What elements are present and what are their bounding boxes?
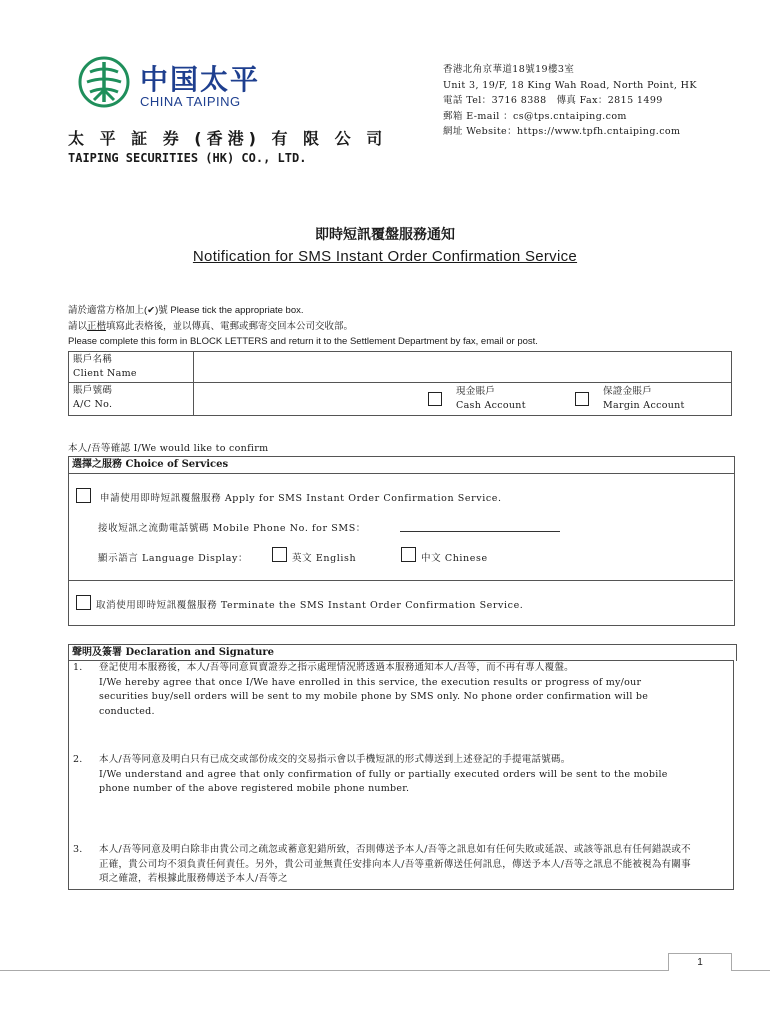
address-line: Unit 3, 19/F, 18 King Wah Road, North Point, HK [443, 79, 697, 91]
instruction-tick: 請於適當方格加上(✔)號 Please tick the appropriate box. [68, 305, 304, 316]
logo-english-name: CHINA TAIPING [140, 94, 241, 109]
apply-service-checkbox[interactable] [76, 488, 91, 503]
cash-account-option[interactable]: 現金賬戶 Cash Account [456, 385, 526, 413]
margin-account-checkbox[interactable] [575, 392, 589, 406]
account-number-field[interactable] [194, 383, 732, 416]
english-checkbox[interactable] [272, 547, 287, 562]
logo-chinese-name: 中国太平 [140, 63, 261, 96]
declaration-item: 1. 登記使用本服務後，本人/吾等同意買賣證券之指示處理情況將透過本服務通知本人/吾等，而不再有專人覆盤。 I/We hereby agree that once I/We have enrolled in this service, the execution results or progress of my/our securities buy/sell orders will be sent to my mobile phone by SMS only. No phone order confirmation will be conducted. [73, 662, 649, 717]
company-name-chinese: 太 平 証 券 (香港) 有 限 公 司 [68, 129, 388, 148]
mobile-phone-label: 接收短訊之流動電話號碼 Mobile Phone No. for SMS： [98, 523, 366, 534]
account-number-label: 賬戶號碼 A/C No. [69, 383, 194, 416]
terminate-service-checkbox[interactable] [76, 595, 91, 610]
instruction-block-letters-en: Please complete this form in BLOCK LETTERS and return it to the Settlement Department by fax, email or post. [68, 336, 538, 347]
footer-rule [0, 970, 770, 971]
website-line: 網址 Website：https://www.tpfh.cntaiping.com [443, 126, 681, 137]
form-title-chinese: 即時短訊覆盤服務通知 [315, 227, 455, 243]
declaration-item: 3. 本人/吾等同意及明白除非由貴公司之疏忽或蓄意犯錯所致，否則傳送予本人/吾等之訊息如有任何失敗或延誤、或該等訊息有任何錯誤或不正確，貴公司均不須負責任何責任。另外，貴公司並無責任安排向本人/吾等重新傳送任何訊息，傳送予本人/吾等之訊息不能被視為有關事項之確證，若根據此服務傳送予本人/吾等之 [73, 844, 691, 885]
mobile-phone-input-line[interactable] [400, 531, 560, 532]
client-name-field[interactable] [194, 352, 732, 383]
choice-of-services-heading: 選擇之服務 Choice of Services [68, 456, 735, 474]
language-display-label: 顯示語言 Language Display： [98, 553, 249, 564]
email-line: 郵箱 E-mail ：cs@tps.cntaiping.com [443, 110, 627, 122]
services-divider [68, 580, 733, 581]
confirm-statement: 本人/吾等確認 I/We would like to confirm [68, 443, 269, 454]
apply-service-label: 申請使用即時短訊覆盤服務 Apply for SMS Instant Order Confirmation Service. [100, 493, 502, 504]
english-option-label: 英文 English [292, 553, 357, 564]
phone-fax-line: 電話 Tel：3716 8388 傳真 Fax：2815 1499 [443, 95, 663, 106]
page-number: 1 [668, 953, 732, 971]
terminate-service-label: 取消使用即時短訊覆盤服務 Terminate the SMS Instant Order Confirmation Service. [96, 600, 524, 611]
chinese-checkbox[interactable] [401, 547, 416, 562]
address-line: 香港北角京華道18號19樓3室 [443, 64, 575, 75]
instruction-block-letters-cn: 請以正楷填寫此表格後，並以傳真、電郵或郵寄交回本公司交收部。 [68, 321, 354, 332]
company-address-block [443, 62, 697, 140]
declaration-item: 2. 本人/吾等同意及明白只有已成交或部份成交的交易指示會以手機短訊的形式傳送到上述登記的手提電話號碼。 I/We understand and agree that only confirmation of fully or partially executed orders will be sent to the mobile phone number of the above registered mobile phone number. [73, 754, 668, 795]
chinese-option-label: 中文 Chinese [421, 553, 488, 564]
form-title-english: Notification for SMS Instant Order Confirmation Service [192, 248, 578, 265]
china-taiping-logo-icon [78, 56, 130, 108]
client-info-table [68, 351, 732, 416]
declaration-box [68, 660, 734, 890]
margin-account-option[interactable]: 保證金賬戶 Margin Account [603, 385, 685, 413]
declaration-heading: 聲明及簽署 Declaration and Signature [68, 644, 737, 661]
cash-account-checkbox[interactable] [428, 392, 442, 406]
company-name-english: TAIPING SECURITIES (HK) CO., LTD. [68, 151, 307, 165]
client-name-label: 賬戶名稱 Client Name [69, 352, 194, 383]
